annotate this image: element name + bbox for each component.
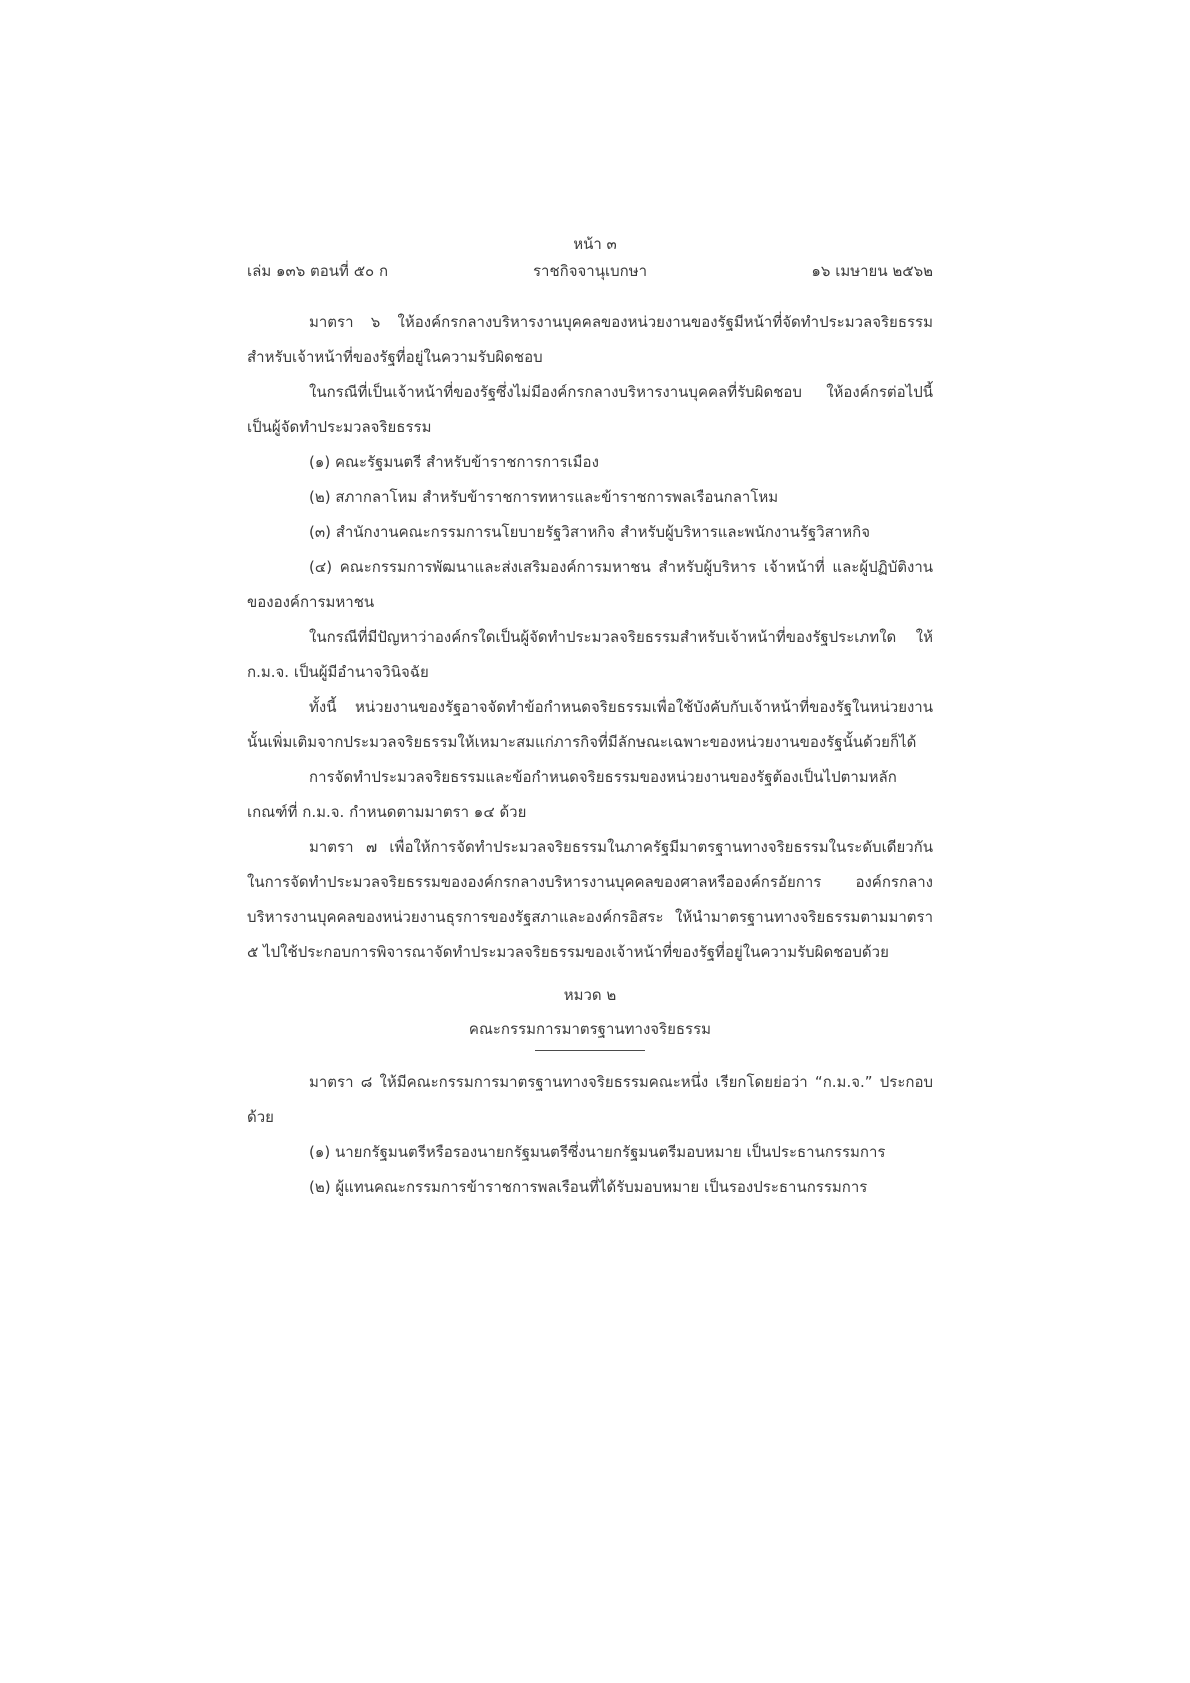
section-6-paragraph-5: การจัดทำประมวลจริยธรรมและข้อกำหนดจริยธรรมของหน่วยงานของรัฐต้องเป็นไปตามหลักเกณฑ์ที่ ก.ม.จ. กำหนดตามมาตรา ๑๔ ด้วย (247, 768, 897, 821)
chapter-divider (535, 1050, 645, 1051)
page-number: หน้า ๓ (573, 235, 617, 253)
section-6-item-1: (๑) คณะรัฐมนตรี สำหรับข้าราชการการเมือง (309, 453, 599, 471)
chapter-title: คณะกรรมการมาตรฐานทางจริยธรรม (468, 1020, 712, 1038)
volume-issue: เล่ม ๑๓๖ ตอนที่ ๕๐ ก (247, 262, 389, 280)
document-body (247, 305, 933, 1205)
issue-date: ๑๖ เมษายน ๒๕๖๒ (811, 262, 933, 280)
section-6-item-4: (๔) คณะกรรมการพัฒนาและส่งเสริมองค์การมหาชน สำหรับผู้บริหาร เจ้าหน้าที่ และผู้ปฏิบัติงานขององค์การมหาชน (247, 558, 933, 611)
gazette-header (247, 259, 933, 283)
chapter-number: หมวด ๒ (563, 986, 617, 1004)
publication-name: ราชกิจจานุเบกษา (532, 262, 648, 280)
section-6-item-2: (๒) สภากลาโหม สำหรับข้าราชการทหารและข้าราชการพลเรือนกลาโหม (309, 488, 779, 506)
section-6-paragraph-4: ทั้งนี้ หน่วยงานของรัฐอาจจัดทำข้อกำหนดจริยธรรมเพื่อใช้บังคับกับเจ้าหน้าที่ของรัฐในหน่วยงานนั้นเพิ่มเติมจากประมวลจริยธรรมให้เหมาะสมแก่ภารกิจที่มีลักษณะเฉพาะของหน่วยงานของรัฐนั้นด้วยก็ได้ (247, 698, 933, 751)
section-6-item-3: (๓) สำนักงานคณะกรรมการนโยบายรัฐวิสาหกิจ สำหรับผู้บริหารและพนักงานรัฐวิสาหกิจ (309, 523, 870, 541)
section-6-paragraph-1: มาตรา ๖ ให้องค์กรกลางบริหารงานบุคคลของหน่วยงานของรัฐมีหน้าที่จัดทำประมวลจริยธรรมสำหรับเจ้าหน้าที่ของรัฐที่อยู่ในความรับผิดชอบ (247, 313, 933, 366)
section-6-paragraph-2: ในกรณีที่เป็นเจ้าหน้าที่ของรัฐซึ่งไม่มีองค์กรกลางบริหารงานบุคคลที่รับผิดชอบ ให้องค์กรต่อไปนี้เป็นผู้จัดทำประมวลจริยธรรม (247, 383, 933, 436)
section-8-item-1: (๑) นายกรัฐมนตรีหรือรองนายกรัฐมนตรีซึ่งนายกรัฐมนตรีมอบหมาย เป็นประธานกรรมการ (309, 1143, 886, 1161)
section-7-paragraph-1: มาตรา ๗ เพื่อให้การจัดทำประมวลจริยธรรมในภาครัฐมีมาตรฐานทางจริยธรรมในระดับเดียวกัน ในการจัดทำประมวลจริยธรรมขององค์กรกลางบริหารงานบุคคลของศาลหรือองค์กรอัยการ องค์กรกลางบริหารงานบุคคลของหน่วยงานธุรการของรัฐสภาและองค์กรอิสระ ให้นำมาตรฐานทางจริยธรรมตามมาตรา ๕ ไปใช้ประกอบการพิจารณาจัดทำประมวลจริยธรรมของเจ้าหน้าที่ของรัฐที่อยู่ในความรับผิดชอบด้วย (247, 838, 933, 961)
section-8-item-2: (๒) ผู้แทนคณะกรรมการข้าราชการพลเรือนที่ได้รับมอบหมาย เป็นรองประธานกรรมการ (309, 1178, 868, 1196)
section-8-paragraph-1: มาตรา ๘ ให้มีคณะกรรมการมาตรฐานทางจริยธรรมคณะหนึ่ง เรียกโดยย่อว่า “ก.ม.จ.” ประกอบด้วย (247, 1073, 933, 1126)
section-6-paragraph-3: ในกรณีที่มีปัญหาว่าองค์กรใดเป็นผู้จัดทำประมวลจริยธรรมสำหรับเจ้าหน้าที่ของรัฐประเภทใด ให้ ก.ม.จ. เป็นผู้มีอำนาจวินิจฉัย (247, 628, 933, 681)
